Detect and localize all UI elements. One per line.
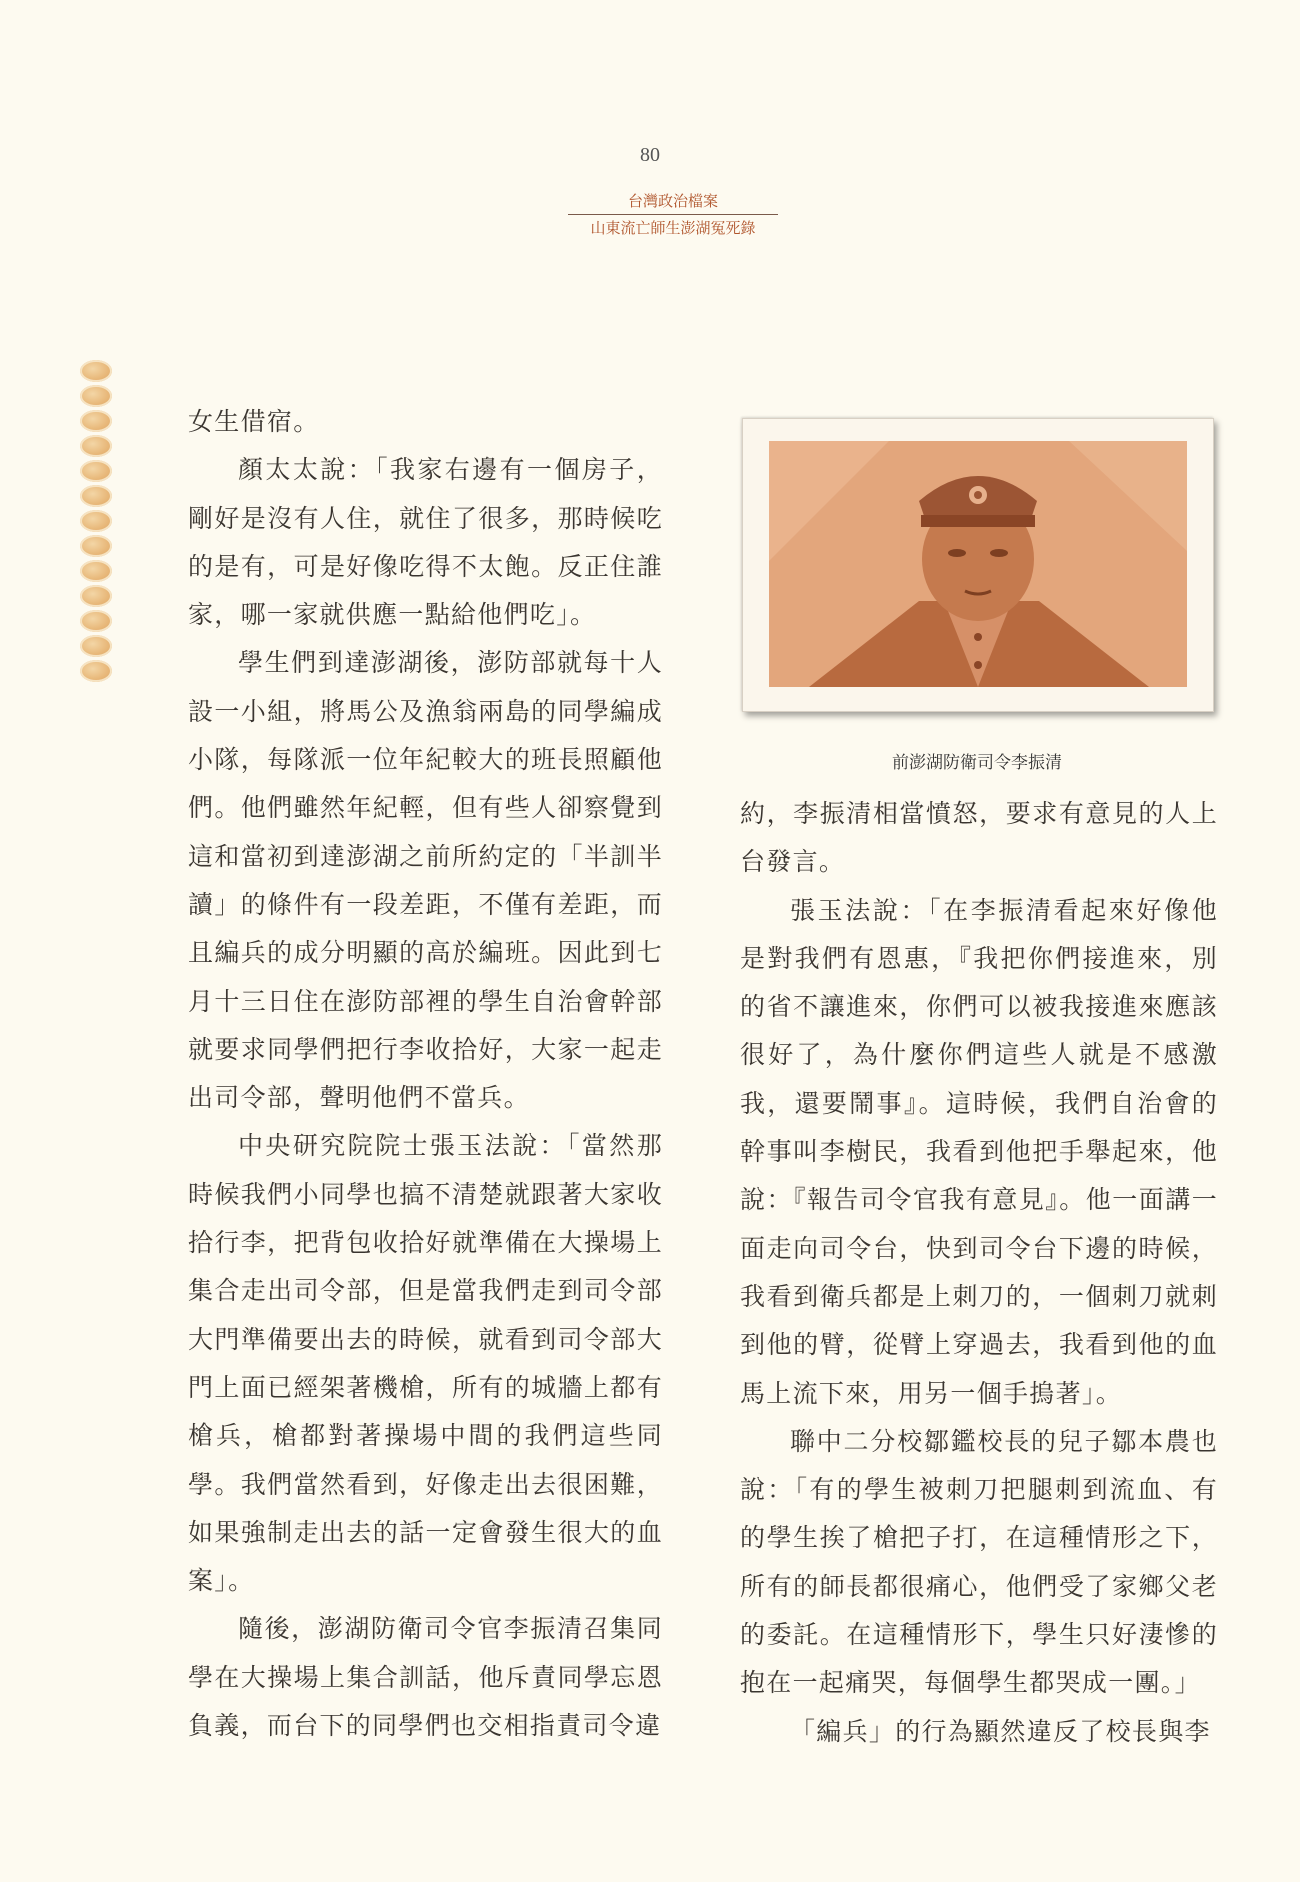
ornament-dot <box>80 435 112 457</box>
paragraph: 學生們到達澎湖後，澎防部就每十人設一小組，將馬公及漁翁兩島的同學編成小隊，每隊派一位年紀較大的班長照顧他們。他們雖然年紀輕，但有些人卻察覺到這和當初到達澎湖之前所約定的「半訓半讀」的條件有一段差距，不僅有差距，而且編兵的成分明顯的高於編班。因此到七月十三日住在澎防部裡的學生自治會幹部就要求同學們把行李收拾好，大家一起走出司令部，聲明他們不當兵。 <box>188 648 663 1113</box>
portrait-photo-frame <box>742 418 1214 712</box>
portrait-photo <box>769 441 1187 687</box>
ornament-dot <box>80 660 112 682</box>
ornament-dot <box>80 610 112 632</box>
paragraph: 女生借宿。 <box>188 407 320 436</box>
ornament-dot <box>80 385 112 407</box>
ornament-dot <box>80 460 112 482</box>
left-text-column <box>188 398 663 1750</box>
ornament-dot <box>80 585 112 607</box>
page-number: 80 <box>640 144 660 166</box>
ornament-dot <box>80 635 112 657</box>
paragraph: 約，李振清相當憤怒，要求有意見的人上台發言。 <box>740 799 1218 877</box>
paragraph: 隨後，澎湖防衛司令官李振清召集同學在大操場上集合訓話，他斥責同學忘恩負義，而台下的同學們也交相指責司令違 <box>188 1614 663 1741</box>
margin-ornament <box>78 360 114 685</box>
ornament-dot <box>80 535 112 557</box>
paragraph: 張玉法說：「在李振清看起來好像他是對我們有恩惠，『我把你們接進來，別的省不讓進來，你們可以被我接進來應該很好了，為什麼你們這些人就是不感激我，還要鬧事』。這時候，我們自治會的幹事叫李樹民，我看到他把手舉起來，他說：『報告司令官我有意見』。他一面講一面走向司令台，快到司令台下邊的時候，我看到衛兵都是上刺刀的，一個刺刀就刺到他的臂，從臂上穿過去，我看到他的血馬上流下來，用另一個手摀著」。 <box>740 895 1218 1408</box>
running-head <box>568 190 778 239</box>
ornament-dot <box>80 510 112 532</box>
book-title: 山東流亡師生澎湖冤死錄 <box>590 219 756 237</box>
photo-caption: 前澎湖防衛司令李振清 <box>892 753 1062 773</box>
ornament-dot <box>80 410 112 432</box>
ornament-dot <box>80 360 112 382</box>
right-text-column <box>740 790 1218 1756</box>
paragraph: 中央研究院院士張玉法說：「當然那時候我們小同學也搞不清楚就跟著大家收拾行李，把背包收拾好就準備在大操場上集合走出司令部，但是當我們走到司令部大門準備要出去的時候，就看到司令部大門上面已經架著機槍，所有的城牆上都有槍兵，槍都對著操場中間的我們這些同學。我們當然看到，好像走出去很困難，如果強制走出去的話一定會發生很大的血案」。 <box>188 1131 663 1596</box>
paragraph: 聯中二分校鄒鑑校長的兒子鄒本農也說：「有的學生被刺刀把腿刺到流血、有的學生挨了槍把子打，在這種情形之下，所有的師長都很痛心，他們受了家鄉父老的委託。在這種情形下，學生只好淒慘的抱在一起痛哭，每個學生都哭成一團。」 <box>740 1426 1218 1698</box>
ornament-dot <box>80 485 112 507</box>
paragraph: 顏太太說：「我家右邊有一個房子，剛好是沒有人住，就住了很多，那時候吃的是有，可是好像吃得不太飽。反正住誰家，哪一家就供應一點給他們吃」。 <box>188 455 663 630</box>
series-title: 台灣政治檔案 <box>568 190 778 215</box>
paragraph: 「編兵」的行為顯然違反了校長與李 <box>790 1716 1211 1746</box>
ornament-dot <box>80 560 112 582</box>
